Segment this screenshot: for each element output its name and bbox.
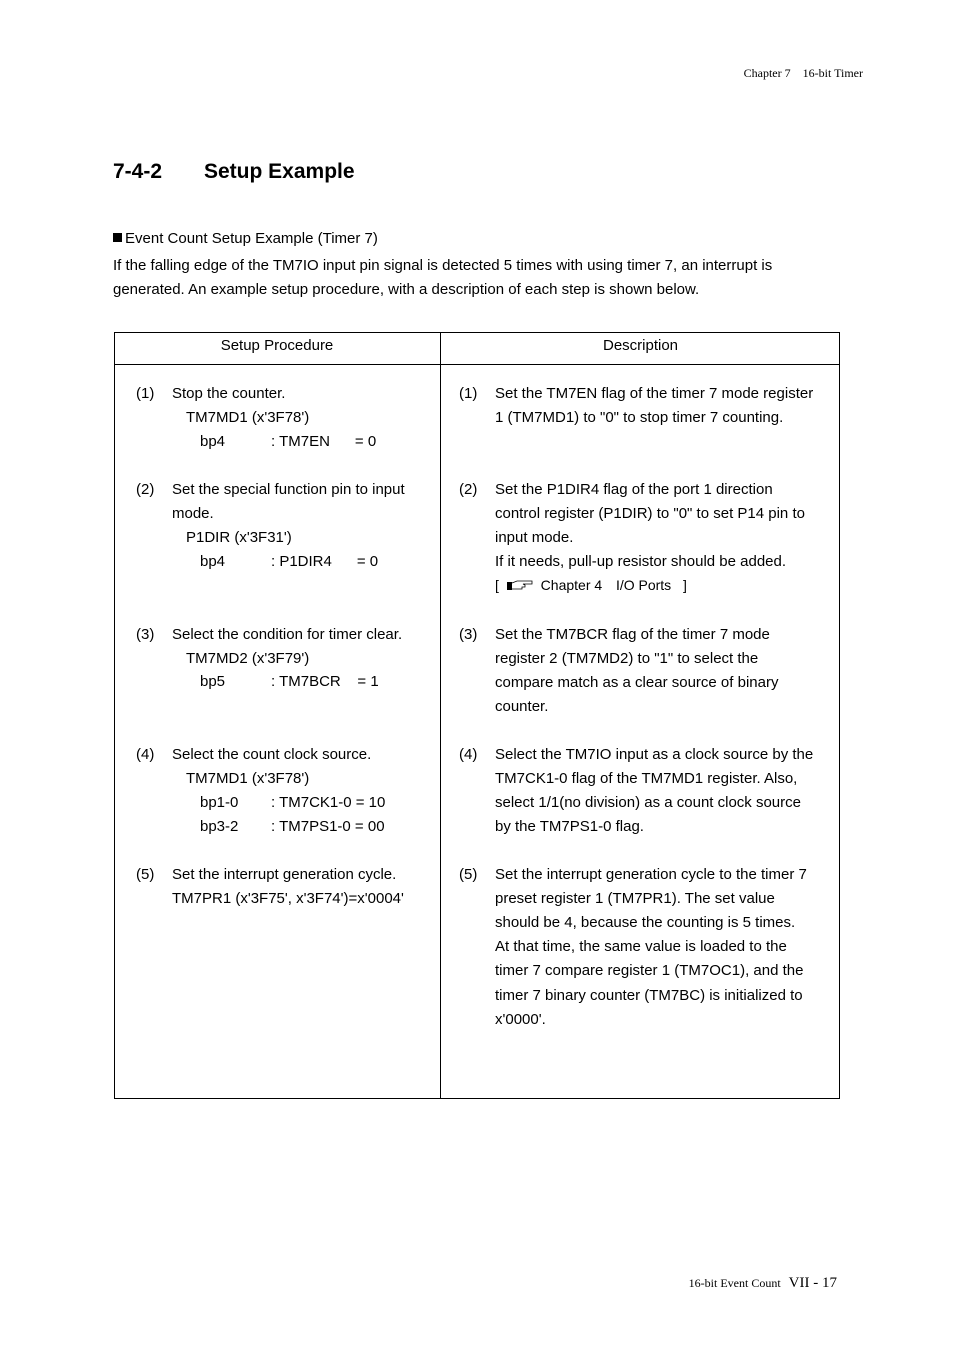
description-text: preset register 1 (TM7PR1). The set value	[495, 890, 775, 907]
description-text: compare match as a clear source of binary	[495, 674, 779, 691]
bit-position: bp5	[200, 673, 226, 690]
square-bullet-icon	[113, 233, 122, 242]
ref-topic: I/O Ports	[615, 577, 672, 593]
procedure-text: Select the condition for timer clear.	[172, 626, 403, 643]
procedure-text: Set the special function pin to input	[172, 481, 405, 498]
bit-setting: : TM7CK1-0 = 10	[271, 794, 386, 811]
description-text: timer 7 compare register 1 (TM7OC1), and the	[495, 962, 804, 979]
ref-bracket-close: ]	[682, 577, 687, 593]
description-text: Set the TM7BCR flag of the timer 7 mode	[495, 626, 770, 643]
bit-setting: : TM7PS1-0 = 00	[271, 818, 385, 835]
header-setup-procedure: Setup Procedure	[220, 337, 334, 354]
step-number: (5)	[136, 866, 155, 883]
bit-position: bp3-2	[200, 818, 239, 835]
step-number: (1)	[459, 385, 478, 402]
subheading	[113, 230, 378, 247]
bit-setting: : TM7BCR = 1	[271, 673, 379, 690]
register-name: TM7MD2 (x'3F79')	[186, 650, 310, 667]
step-number: (4)	[136, 746, 155, 763]
description-text: TM7CK1-0 flag of the TM7MD1 register. Also,	[495, 770, 798, 787]
intro-line: generated. An example setup procedure, with a description of each step is shown below.	[113, 281, 700, 298]
description-text: Set the P1DIR4 flag of the port 1 direction	[495, 481, 773, 498]
running-header	[700, 66, 863, 81]
register-name: TM7MD1 (x'3F78')	[186, 409, 310, 426]
procedure-text: Set the interrupt generation cycle.	[172, 866, 397, 883]
header-chapter-title: 16-bit Timer	[802, 66, 863, 80]
bit-position: bp1-0	[200, 794, 239, 811]
step-number: (3)	[459, 626, 478, 643]
pointing-hand-icon	[505, 574, 535, 598]
header-chapter: Chapter 7	[743, 66, 791, 80]
step-number: (4)	[459, 746, 478, 763]
step-number: (1)	[136, 385, 155, 402]
register-name: P1DIR (x'3F31')	[186, 529, 292, 546]
procedure-text: mode.	[172, 505, 214, 522]
procedure-text: Select the count clock source.	[172, 746, 372, 763]
bit-setting: : P1DIR4 = 0	[271, 553, 379, 570]
step-number: (5)	[459, 866, 478, 883]
description-text: select 1/1(no division) as a count clock source	[495, 794, 801, 811]
bit-position: bp4	[200, 553, 226, 570]
footer-section-name: 16-bit Event Count	[688, 1276, 781, 1290]
table-column-divider	[440, 332, 441, 1099]
section-number: 7-4-2	[113, 160, 163, 183]
description-text: timer 7 binary counter (TM7BC) is initialized to	[495, 987, 803, 1004]
page-number: VII - 17	[788, 1275, 837, 1291]
description-text: should be 4, because the counting is 5 times.	[495, 914, 796, 931]
intro-line: If the falling edge of the TM7IO input pin signal is detected 5 times with using timer 7, an interrupt is	[113, 257, 773, 274]
running-footer	[600, 1274, 837, 1292]
description-text: Set the interrupt generation cycle to the timer 7	[495, 866, 807, 883]
intro-paragraph	[113, 254, 848, 302]
ref-chapter: Chapter 4	[540, 577, 603, 593]
step-number: (2)	[459, 481, 478, 498]
description-text: by the TM7PS1-0 flag.	[495, 818, 644, 835]
subheading-text: Event Count Setup Example (Timer 7)	[125, 230, 378, 247]
register-name: TM7MD1 (x'3F78')	[186, 770, 310, 787]
description-text: register 2 (TM7MD2) to "1" to select the	[495, 650, 759, 667]
description-text: Set the TM7EN flag of the timer 7 mode register	[495, 385, 814, 402]
description-text: counter.	[495, 698, 549, 715]
step-number: (3)	[136, 626, 155, 643]
description-text: If it needs, pull-up resistor should be added.	[495, 553, 787, 570]
ref-bracket-open: [	[495, 577, 499, 593]
chapter-reference	[495, 573, 687, 598]
bit-setting: : TM7EN = 0	[271, 433, 377, 450]
step-number: (2)	[136, 481, 155, 498]
description-text: At that time, the same value is loaded to the	[495, 938, 787, 955]
section-title: Setup Example	[204, 160, 355, 183]
description-text: x'0000'.	[495, 1011, 546, 1028]
description-text: input mode.	[495, 529, 574, 546]
description-text: 1 (TM7MD1) to "0" to stop timer 7 counting.	[495, 409, 784, 426]
description-text: Select the TM7IO input as a clock source by the	[495, 746, 814, 763]
register-name: TM7PR1 (x'3F75', x'3F74')=x'0004'	[172, 890, 404, 907]
table-header-divider	[114, 364, 840, 365]
bit-position: bp4	[200, 433, 226, 450]
procedure-text: Stop the counter.	[172, 385, 286, 402]
description-text: control register (P1DIR) to "0" to set P14 pin to	[495, 505, 805, 522]
header-description: Description	[602, 337, 679, 354]
